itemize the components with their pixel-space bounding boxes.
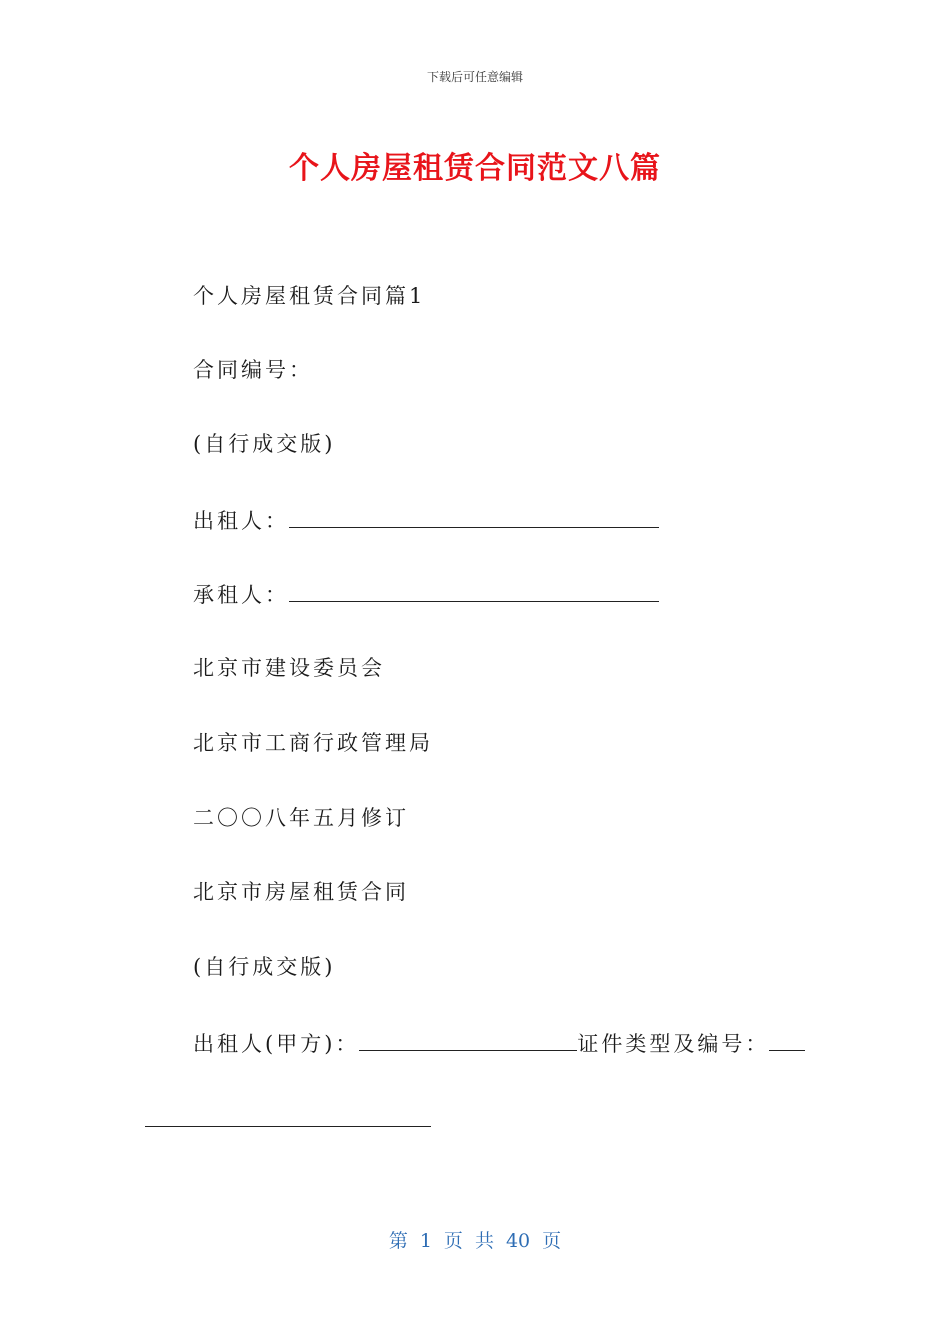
document-title: 个人房屋租赁合同范文八篇: [289, 151, 661, 186]
lessee-label: 承租人：: [193, 583, 289, 607]
lessor-label: 出租人：: [193, 509, 289, 533]
id-number-blank: [769, 1028, 805, 1051]
id-number-blank-continued: [145, 1104, 431, 1127]
footer-prefix: 第: [388, 1230, 408, 1252]
lessor-line: [193, 505, 659, 535]
edition-note-2: (自行成交版): [193, 955, 336, 979]
contract-number-label: 合同编号：: [193, 358, 313, 382]
party-a-blank: [359, 1028, 577, 1051]
page-footer: [0, 1226, 950, 1253]
issuer-construction-committee: 北京市建设委员会: [193, 656, 385, 680]
party-a-label: 出租人(甲方)：: [193, 1032, 360, 1056]
id-type-label: 证件类型及编号：: [577, 1032, 770, 1056]
revision-date: 二〇〇八年五月修订: [193, 806, 409, 830]
issuer-industry-commerce-bureau: 北京市工商行政管理局: [193, 731, 433, 755]
contract-name: 北京市房屋租赁合同: [193, 880, 409, 904]
footer-page-number: 1: [419, 1230, 432, 1252]
lessor-blank: [289, 505, 659, 528]
party-a-line: [193, 1028, 805, 1058]
footer-middle: 页 共: [443, 1230, 494, 1252]
lessee-line: [193, 579, 659, 609]
lessee-blank: [289, 579, 659, 602]
edition-note: (自行成交版): [193, 432, 336, 456]
footer-total-pages: 40: [505, 1230, 531, 1252]
section-heading: 个人房屋租赁合同篇1: [193, 284, 426, 308]
header-note: 下载后可任意编辑: [426, 70, 523, 84]
footer-suffix: 页: [542, 1230, 562, 1252]
